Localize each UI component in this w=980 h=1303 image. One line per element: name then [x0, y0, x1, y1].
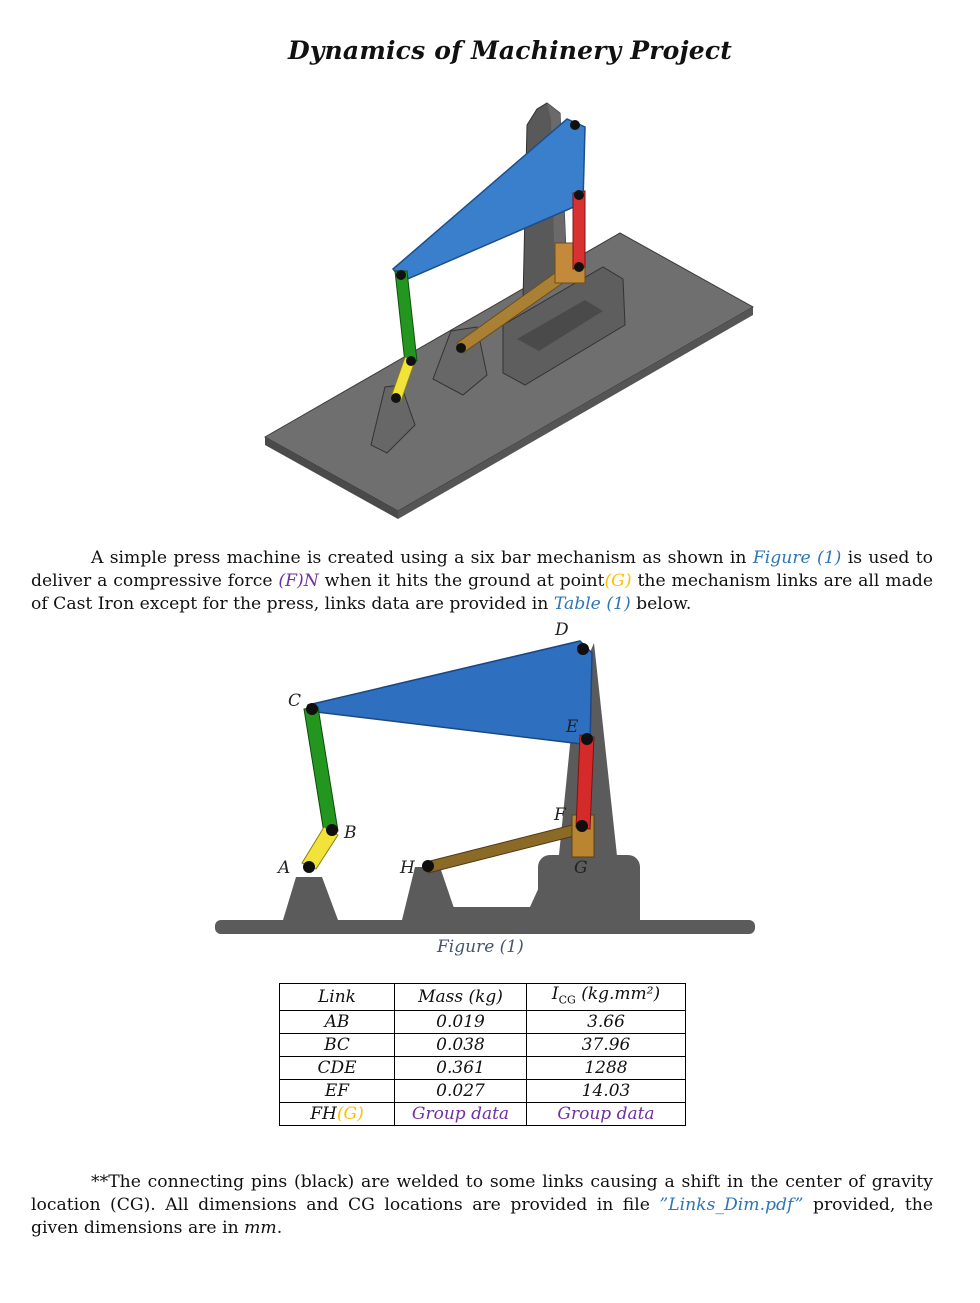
- link-ef-3d: [573, 191, 585, 269]
- intro-paragraph: [31, 547, 933, 616]
- cell-mass: 0.361: [395, 1057, 527, 1080]
- pin-d-3d: [570, 120, 580, 130]
- link-cde: [308, 641, 592, 745]
- pin-e-3d: [574, 190, 584, 200]
- label-d: D: [555, 620, 569, 640]
- mechanism-diagram: [210, 615, 770, 945]
- label-b: B: [344, 823, 357, 843]
- table-row: [280, 1080, 686, 1103]
- unit-mm: mm: [244, 1218, 277, 1238]
- cell-link-fh: FH: [310, 1103, 337, 1124]
- note-paragraph: [31, 1171, 933, 1240]
- ground-bar: [215, 920, 755, 934]
- label-e: E: [566, 717, 579, 737]
- page-title: Dynamics of Machinery Project: [287, 36, 733, 65]
- cell-mass: 0.019: [395, 1011, 527, 1034]
- pin-f: [576, 820, 588, 832]
- pin-h: [422, 860, 434, 872]
- header-icg-prefix: I: [551, 984, 559, 1004]
- note-text-3: .: [276, 1218, 283, 1238]
- housing-2d: [538, 855, 640, 921]
- cell-mass: 0.027: [395, 1080, 527, 1103]
- pin-d: [577, 643, 589, 655]
- pin-c-3d: [396, 270, 406, 280]
- table-row-group: [280, 1103, 686, 1126]
- pin-a-3d: [391, 393, 401, 403]
- table-row: [280, 1011, 686, 1034]
- label-a: A: [278, 858, 291, 878]
- table-reference: Table (1): [553, 594, 631, 614]
- cell-icg: 37.96: [527, 1034, 686, 1057]
- cell-icg-group: Group data: [527, 1103, 686, 1126]
- file-reference: ”Links_Dim.pdf”: [659, 1195, 804, 1215]
- label-g: G: [574, 858, 588, 878]
- pin-a: [303, 861, 315, 873]
- table-row: [280, 1034, 686, 1057]
- intro-text-3: when it hits the ground at point: [318, 571, 605, 591]
- cell-link: [280, 1103, 395, 1126]
- pin-e: [581, 733, 593, 745]
- label-c: C: [288, 691, 302, 711]
- note-text-1: **The connecting pins (black) are welded to some links causing a shift in the center of gravity location (CG). All dimensions and CG locations are provided in file: [31, 1172, 933, 1215]
- header-link: Link: [280, 984, 395, 1011]
- link-bc: [304, 707, 338, 833]
- intro-text-1: A simple press machine is created using a six bar mechanism as shown in: [91, 548, 753, 568]
- cell-mass-group: Group data: [395, 1103, 527, 1126]
- label-h: H: [400, 858, 415, 878]
- table-header-row: [280, 984, 686, 1011]
- header-mass: Mass (kg): [395, 984, 527, 1011]
- support-a-2d: [283, 877, 338, 920]
- intro-text-4: the mechanism links are all made of Cast Iron except for the press, links data are provided in: [31, 571, 933, 614]
- pin-f-3d: [574, 262, 584, 272]
- cell-icg: 14.03: [527, 1080, 686, 1103]
- header-icg-subscript: CG: [558, 993, 576, 1007]
- pin-b: [326, 824, 338, 836]
- force-symbol: (F)N: [278, 571, 319, 591]
- figure-reference: Figure (1): [752, 548, 842, 568]
- cell-icg: 3.66: [527, 1011, 686, 1034]
- table-row: [280, 1057, 686, 1080]
- cell-link: EF: [280, 1080, 395, 1103]
- isometric-mechanism-render: [255, 95, 765, 525]
- label-f: F: [554, 805, 566, 825]
- pin-h-3d: [456, 343, 466, 353]
- point-symbol: (G): [604, 571, 632, 591]
- cell-icg: 1288: [527, 1057, 686, 1080]
- cell-link: CDE: [280, 1057, 395, 1080]
- note-text-2: provided, the given dimensions are in: [31, 1195, 933, 1238]
- figure-caption: Figure (1): [437, 937, 524, 957]
- cell-link: AB: [280, 1011, 395, 1034]
- cell-link-g: (G): [336, 1103, 364, 1124]
- links-table: [279, 983, 686, 1126]
- pin-c: [306, 703, 318, 715]
- link-bc-3d: [395, 271, 417, 363]
- cell-link: BC: [280, 1034, 395, 1057]
- cell-mass: 0.038: [395, 1034, 527, 1057]
- pin-b-3d: [406, 356, 416, 366]
- intro-text-5: below.: [630, 594, 692, 614]
- intro-text-2: is used to deliver a compressive force: [31, 548, 933, 591]
- header-icg-unit: (kg.mm²): [575, 984, 661, 1004]
- header-icg: [527, 984, 686, 1011]
